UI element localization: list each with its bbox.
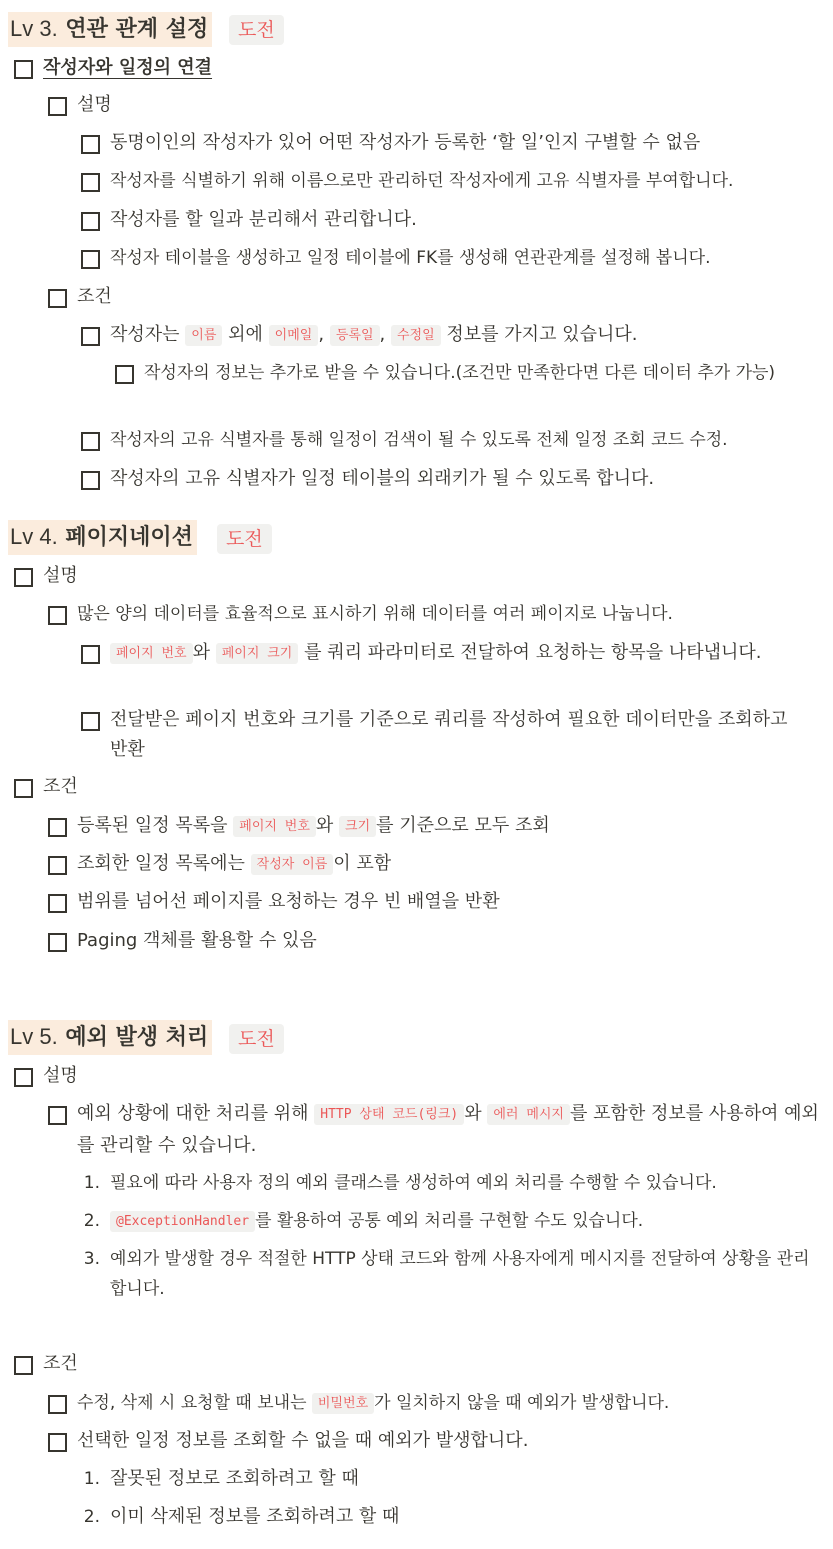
- lv5-heading: [8, 1020, 212, 1055]
- numbered-marker: 1.: [83, 1469, 100, 1489]
- lv4-desc-sub-checkbox-1[interactable]: [81, 645, 100, 664]
- lv5-numbered-item-2: [110, 1206, 643, 1238]
- inline-code: 페이지 크기: [216, 643, 299, 664]
- lv4-level: Lv 4.: [10, 524, 58, 549]
- text: 를 포함한 정보를 사용하여 예외를 관리할 수 있습니다.: [77, 1103, 819, 1156]
- text: 와: [464, 1103, 482, 1124]
- lv4-desc-item-checkbox[interactable]: [48, 606, 67, 625]
- lv4-cond-item-1: [77, 811, 550, 843]
- lv5-desc-item-checkbox[interactable]: [48, 1106, 67, 1125]
- lv3-cond-item-3: 작성자의 고유 식별자가 일정 테이블의 외래키가 될 수 있도록 합니다.: [110, 468, 655, 489]
- lv5-desc-label: 설명: [43, 1065, 78, 1086]
- lv5-cond-checkbox-2[interactable]: [48, 1433, 67, 1452]
- lv4-desc-sub-item-2: 전달받은 페이지 번호와 크기를 기준으로 쿼리를 작성하여 필요한 데이터만을 조회하고 반환: [110, 709, 788, 760]
- text: 와: [192, 642, 211, 663]
- lv5-cond-checkbox[interactable]: [14, 1356, 33, 1375]
- lv3-challenge-tag: 도전: [229, 15, 284, 45]
- lv3-cond-item-1: [110, 320, 637, 352]
- lv3-cond-sub-item: 작성자의 정보는 추가로 받을 수 있습니다.(조건만 만족한다면 다른 데이터 추가 가능): [144, 363, 776, 383]
- lv5-cond-item-1: [77, 1388, 669, 1420]
- lv3-desc-item-3: 작성자를 할 일과 분리해서 관리합니다.: [110, 209, 417, 230]
- lv3-title: 연관 관계 설정: [65, 17, 209, 42]
- text: ,: [318, 324, 325, 345]
- inline-code: 페이지 번호: [110, 643, 193, 664]
- lv4-cond-item-2: [77, 849, 391, 881]
- lv5-cond-item-2: 선택한 일정 정보를 조회할 수 없을 때 예외가 발생합니다.: [77, 1430, 529, 1451]
- text: 외에: [228, 324, 263, 345]
- lv4-desc-sub-checkbox-2[interactable]: [81, 712, 100, 731]
- lv4-cond-checkbox-3[interactable]: [48, 894, 67, 913]
- lv3-desc-item-2: 작성자를 식별하기 위해 이름으로만 관리하던 작성자에게 고유 식별자를 부여합니다.: [110, 171, 734, 191]
- numbered-marker: 1.: [83, 1173, 100, 1193]
- text: ,: [379, 324, 386, 345]
- lv3-link-checkbox[interactable]: [14, 60, 33, 79]
- inline-code: 크기: [339, 816, 376, 837]
- lv3-desc-checkbox-2[interactable]: [81, 173, 100, 192]
- lv5-challenge-tag: 도전: [229, 1024, 284, 1054]
- text: 등록된 일정 목록을: [77, 815, 228, 836]
- lv4-desc-sub-item-1: [110, 638, 810, 670]
- inline-code-link[interactable]: HTTP 상태 코드(링크): [314, 1104, 464, 1125]
- lv3-cond-checkbox-3[interactable]: [81, 471, 100, 490]
- lv5-desc-item: [77, 1099, 822, 1161]
- lv4-cond-checkbox-4[interactable]: [48, 933, 67, 952]
- lv4-cond-checkbox-1[interactable]: [48, 818, 67, 837]
- lv3-link-item[interactable]: 작성자와 일정의 연결: [43, 57, 213, 78]
- lv3-desc-item-4: 작성자 테이블을 생성하고 일정 테이블에 FK를 생성해 연관관계를 설정해 봅니다.: [110, 248, 711, 268]
- lv3-cond-item-2: 작성자의 고유 식별자를 통해 일정이 검색이 될 수 있도록 전체 일정 조회 코드 수정.: [110, 430, 728, 450]
- lv4-desc-checkbox[interactable]: [14, 568, 33, 587]
- lv5-desc-checkbox[interactable]: [14, 1068, 33, 1087]
- inline-code: 에러 메시지: [487, 1104, 570, 1125]
- lv5-cond-label: 조건: [43, 1353, 78, 1374]
- inline-code: 작성자 이름: [251, 854, 334, 875]
- text: 와: [315, 815, 334, 836]
- text: 수정, 삭제 시 요청할 때 보내는: [77, 1393, 307, 1413]
- lv4-desc-item: 많은 양의 데이터를 효율적으로 표시하기 위해 데이터를 여러 페이지로 나눕니다.: [77, 604, 673, 624]
- text: 가 일치하지 않을 때 예외가 발생합니다.: [374, 1393, 670, 1413]
- inline-code: @ExceptionHandler: [110, 1211, 255, 1232]
- lv4-challenge-tag: 도전: [217, 524, 272, 554]
- lv3-desc-item-1: 동명이인의 작성자가 있어 어떤 작성자가 등록한 ‘할 일’인지 구별할 수 없음: [110, 132, 701, 153]
- text: 정보를 가지고 있습니다.: [446, 324, 638, 345]
- lv3-cond-checkbox-1[interactable]: [81, 327, 100, 346]
- lv5-numbered-item-3: 예외가 발생할 경우 적절한 HTTP 상태 코드와 함께 사용자에게 메시지를 전달하여 상황을 관리합니다.: [110, 1249, 810, 1299]
- lv3-desc-label: 설명: [77, 94, 112, 115]
- lv5-title: 예외 발생 처리: [65, 1025, 209, 1050]
- inline-code: 수정일: [391, 325, 441, 346]
- lv3-desc-checkbox[interactable]: [48, 97, 67, 116]
- lv5-numbered-item-1: 필요에 따라 사용자 정의 예외 클래스를 생성하여 예외 처리를 수행할 수 있습니다.: [110, 1173, 717, 1193]
- lv5-cond-sub-item-2: 이미 삭제된 정보를 조회하려고 할 때: [110, 1506, 400, 1527]
- numbered-marker: 3.: [83, 1249, 100, 1269]
- text: 예외 상황에 대한 처리를 위해: [77, 1103, 309, 1124]
- lv3-cond-checkbox-2[interactable]: [81, 432, 100, 451]
- lv3-heading: [8, 12, 212, 47]
- text: 조회한 일정 목록에는: [77, 853, 245, 874]
- inline-code: 비밀번호: [312, 1393, 374, 1414]
- lv4-cond-item-4: Paging 객체를 활용할 수 있음: [77, 930, 317, 951]
- lv4-cond-label: 조건: [43, 776, 78, 797]
- lv3-desc-checkbox-3[interactable]: [81, 212, 100, 231]
- text: 를 쿼리 파라미터로 전달하여 요청하는 항목을 나타냅니다.: [304, 642, 762, 663]
- inline-code: 이름: [185, 325, 222, 346]
- lv5-cond-checkbox-1[interactable]: [48, 1395, 67, 1414]
- lv4-heading: [8, 520, 197, 555]
- lv3-cond-checkbox[interactable]: [48, 289, 67, 308]
- lv4-cond-checkbox-2[interactable]: [48, 856, 67, 875]
- numbered-marker: 2.: [83, 1507, 100, 1527]
- lv3-level: Lv 3.: [10, 16, 58, 41]
- inline-code: 페이지 번호: [233, 816, 316, 837]
- lv3-desc-checkbox-4[interactable]: [81, 250, 100, 269]
- lv4-cond-checkbox[interactable]: [14, 779, 33, 798]
- numbered-marker: 2.: [83, 1211, 100, 1231]
- text: 를 활용하여 공통 예외 처리를 구현할 수도 있습니다.: [255, 1211, 644, 1231]
- lv4-desc-label: 설명: [43, 565, 78, 586]
- text: 이 포함: [333, 853, 392, 874]
- inline-code: 이메일: [269, 325, 319, 346]
- lv4-cond-item-3: 범위를 넘어선 페이지를 요청하는 경우 빈 배열을 반환: [77, 891, 500, 912]
- text: 를 기준으로 모두 조회: [376, 815, 550, 836]
- lv3-cond-sub-checkbox[interactable]: [115, 365, 134, 384]
- lv4-title: 페이지네이션: [65, 525, 193, 550]
- lv3-desc-checkbox-1[interactable]: [81, 135, 100, 154]
- lv5-level: Lv 5.: [10, 1024, 58, 1049]
- lv5-cond-sub-item-1: 잘못된 정보로 조회하려고 할 때: [110, 1468, 359, 1489]
- inline-code: 등록일: [330, 325, 380, 346]
- lv3-cond-label: 조건: [77, 286, 112, 307]
- text: 작성자는: [110, 324, 180, 345]
